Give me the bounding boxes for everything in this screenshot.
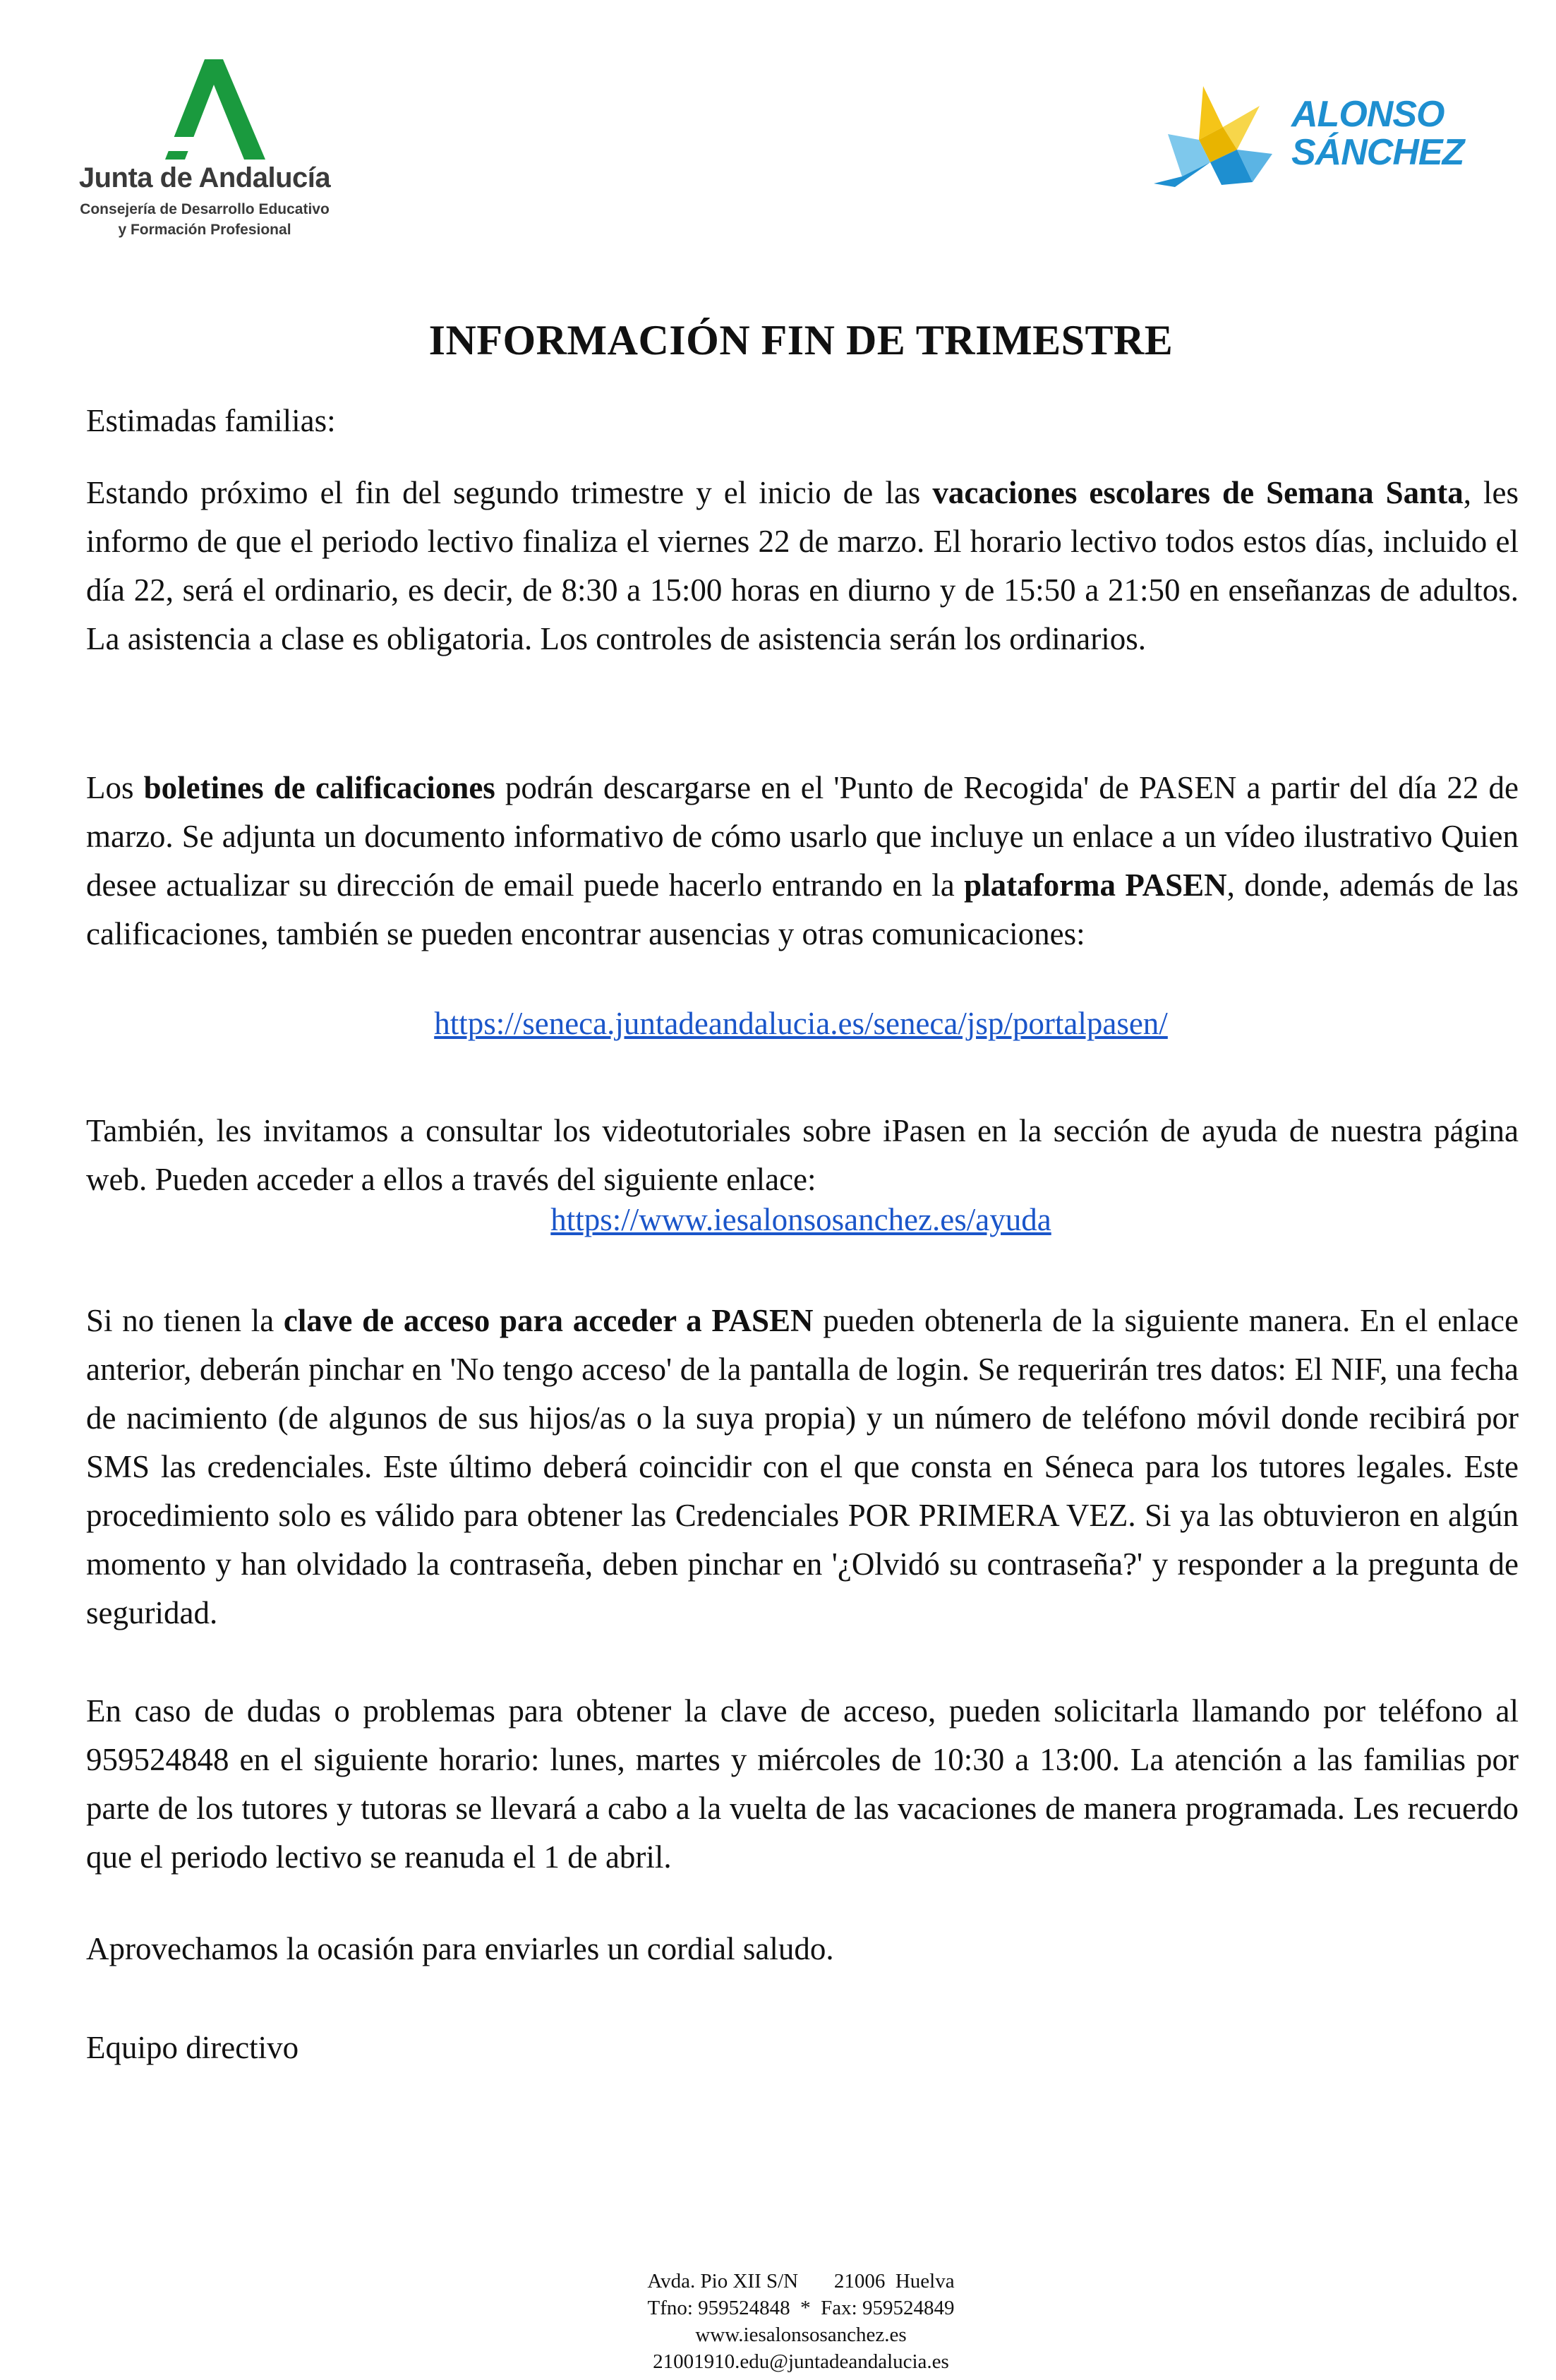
footer-email: 21001910.edu@juntadeandalucia.es (653, 2350, 949, 2373)
paragraph-text: Si no tienen la (86, 1303, 284, 1338)
footer (0, 2268, 1556, 2375)
footer-website: www.iesalonsosanchez.es (695, 2324, 907, 2346)
junta-logo-subtitle-2: y Formación Profesional (118, 222, 291, 238)
paragraph-bold-text: boletines de calificaciones (143, 770, 495, 805)
pasen-portal-link[interactable]: https://seneca.juntadeandalucia.es/seneca/jsp/portalpasen/ (434, 1006, 1168, 1041)
paragraph-text: Estando próximo el fin del segundo trimestre y el inicio de las (86, 475, 933, 510)
paragraph-text: Los (86, 770, 144, 805)
junta-a-mark-icon (141, 56, 268, 162)
paragraph-text: pueden obtenerla de la siguiente manera. En el enlace anterior, deberán pinchar en 'No tengo acceso' de la pantalla de login. Se requerirán tres datos: El NIF, una fecha de nacimiento (de algunos de sus hijos/as o la suya propia) y un número de teléfono móvil donde recibirá por SMS las credenciales. Este último deberá coincidir con el que consta en Séneca para los tutores legales. Este procedimiento solo es válido para obtener las Credenciales POR PRIMERA VEZ. Si ya las obtuvieron en algún momento y han olvidado la contraseña, deben pinchar en '¿Olvidó su contraseña?' y responder a la pregunta de seguridad. (86, 1303, 1519, 1630)
paragraph-text: , les informo de que el periodo lectivo finaliza el viernes 22 de marzo. El horario lectivo todos estos días, incluido el día 22, será el ordinario, es decir, de 8:30 a 15:00 horas en diurno y de 15:50 a 21:50 en enseñanzas de adultos. La asistencia a clase es obligatoria. Los controles de asistencia serán los ordinarios. (86, 475, 1519, 656)
alonso-logo-line-2: SÁNCHEZ (1291, 132, 1464, 173)
paragraph-access-key (86, 1297, 1519, 1637)
greeting: Estimadas familias: (86, 403, 336, 438)
closing-line: Aprovechamos la ocasión para enviarles un cordial saludo. (86, 1931, 834, 1966)
document-title: INFORMACIÓN FIN DE TRIMESTRE (428, 317, 1174, 363)
paragraph-bold-text: clave de acceso para acceder a PASEN (283, 1303, 814, 1338)
footer-phone: Tfno: 959524848 * Fax: 959524849 (647, 2297, 955, 2319)
alonso-logo-line-1: ALONSO (1291, 94, 1445, 135)
alonso-sanchez-mark-icon (1154, 85, 1277, 187)
paragraph-bold-text: plataforma PASEN (964, 867, 1227, 903)
junta-logo-name: Junta de Andalucía (78, 162, 331, 193)
help-page-link-line (0, 1201, 1556, 1238)
paragraph-bold-text: vacaciones escolares de Semana Santa (932, 475, 1464, 510)
signature: Equipo directivo (86, 2030, 299, 2065)
pasen-portal-link-line (0, 1005, 1556, 1042)
paragraph-text: , donde, además de las calificaciones, también se pueden encontrar ausencias y otras comunicaciones: (86, 867, 1519, 951)
paragraph-support-contact: En caso de dudas o problemas para obtener la clave de acceso, pueden solicitarla llamando por teléfono al 959524848 en el siguiente horario: lunes, martes y miércoles de 10:30 a 13:00. La atención a las familias por parte de los tutores y tutoras se llevará a cabo a la vuelta de las vacaciones de manera programada. Les recuerdo que el periodo lectivo se reanuda el 1 de abril. (86, 1693, 1519, 1875)
junta-logo-subtitle-1: Consejería de Desarrollo Educativo (80, 201, 330, 217)
paragraph-text: podrán descargarse en el 'Punto de Recogida' de PASEN a partir del día 22 de marzo. Se adjunta un documento informativo de cómo usarlo que incluye un enlace a un vídeo ilustrativo Quien desee actualizar su dirección de email puede hacerlo entrando en la (86, 770, 1519, 903)
paragraph-report-cards (86, 764, 1519, 958)
footer-address: Avda. Pio XII S/N 21006 Huelva (647, 2270, 955, 2292)
alonso-sanchez-logo (1154, 85, 1478, 191)
help-page-link[interactable]: https://www.iesalonsosanchez.es/ayuda (550, 1202, 1051, 1237)
paragraph-video-tutorials: También, les invitamos a consultar los videotutoriales sobre iPasen en la sección de ayuda de nuestra página web. Pueden acceder a ellos a través del siguiente enlace: (86, 1113, 1519, 1197)
junta-de-andalucia-logo (71, 56, 339, 247)
paragraph-end-of-term (86, 469, 1519, 663)
